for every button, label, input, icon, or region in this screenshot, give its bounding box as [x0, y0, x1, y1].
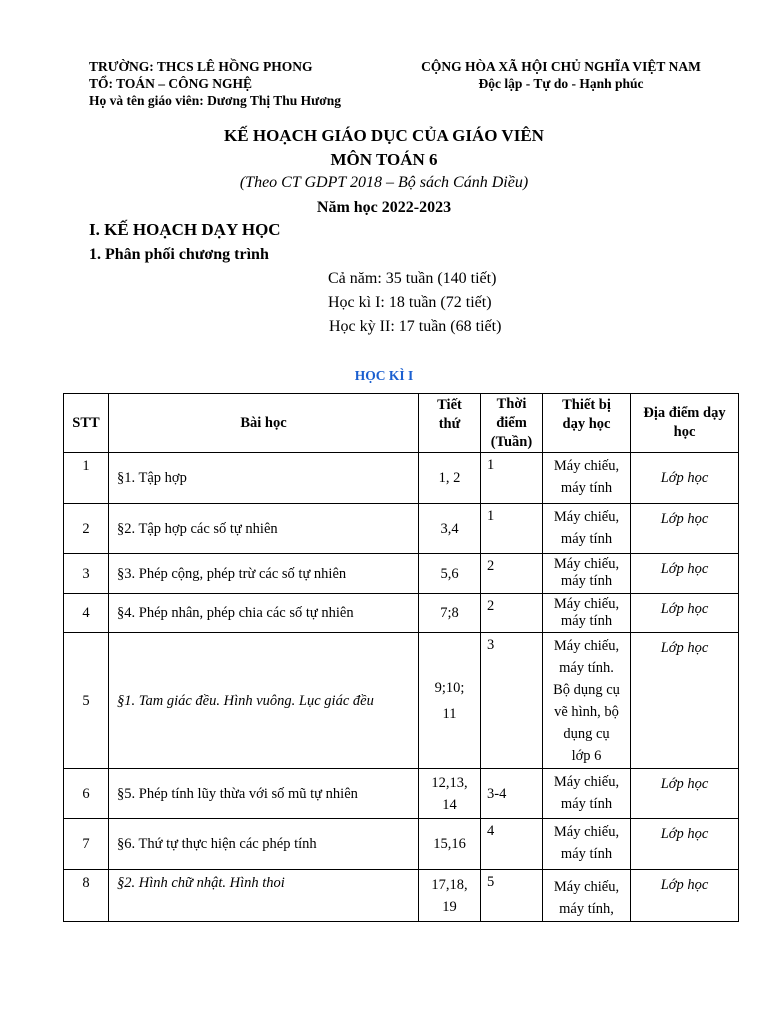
section-subheading: 1. Phân phối chương trình	[89, 246, 269, 263]
equipment-line: máy tính,	[559, 901, 614, 917]
table-row	[64, 554, 739, 594]
subject-title: MÔN TOÁN 6	[330, 150, 438, 169]
period-line: 19	[442, 898, 457, 915]
row-stt: 4	[64, 594, 109, 633]
row-place: Lớp học	[631, 819, 739, 870]
row-week: 3	[481, 633, 543, 769]
curriculum-subtitle: (Theo CT GDPT 2018 – Bộ sách Cánh Diều)	[239, 174, 529, 191]
row-lesson: §2. Tập hợp các số tự nhiên	[109, 504, 419, 554]
equipment-line: máy tính	[560, 796, 613, 812]
equipment-line: Bộ dụng cụ	[553, 682, 620, 698]
row-week: 3-4	[481, 769, 543, 819]
row-lesson: §6. Thứ tự thực hiện các phép tính	[109, 819, 419, 870]
national-motto: Độc lập - Tự do - Hạnh phúc	[478, 76, 644, 91]
row-stt: 7	[64, 819, 109, 870]
period-line: 14	[442, 796, 457, 813]
header-lesson: Bài học	[109, 394, 419, 453]
equipment-line: máy tính	[560, 613, 613, 629]
row-equipment	[543, 633, 631, 769]
row-equipment	[543, 504, 631, 554]
row-week: 1	[481, 453, 543, 504]
period-line: 11	[442, 705, 457, 722]
table-header-row	[64, 394, 739, 453]
row-place: Lớp học	[631, 769, 739, 819]
country-name: CỘNG HÒA XÃ HỘI CHỦ NGHĨA VIỆT NAM	[421, 59, 701, 74]
allocation-term-2: Học kỳ II: 17 tuần (68 tiết)	[329, 318, 502, 335]
table-row	[64, 453, 739, 504]
equipment-line: lớp 6	[571, 748, 602, 764]
national-header	[405, 58, 717, 92]
header-equipment-line: dạy học	[562, 416, 611, 432]
row-period: 15,16	[419, 819, 481, 870]
row-equipment	[543, 870, 631, 922]
row-stt: 1	[64, 453, 109, 504]
row-lesson: §3. Phép cộng, phép trừ các số tự nhiên	[109, 554, 419, 594]
row-lesson: §4. Phép nhân, phép chia các số tự nhiên	[109, 594, 419, 633]
equipment-line: Máy chiếu,	[553, 824, 620, 840]
row-place: Lớp học	[631, 453, 739, 504]
row-place: Lớp học	[631, 554, 739, 594]
row-equipment	[543, 453, 631, 504]
row-place: Lớp học	[631, 594, 739, 633]
equipment-line: máy tính	[560, 531, 613, 547]
header-week-line: điểm	[496, 414, 527, 431]
equipment-line: Máy chiếu,	[553, 458, 620, 474]
row-equipment	[543, 769, 631, 819]
equipment-line: Máy chiếu,	[553, 879, 620, 895]
row-period: 7;8	[419, 594, 481, 633]
equipment-line: máy tính	[560, 573, 613, 589]
row-period: 5,6	[419, 554, 481, 594]
term-label: HỌC KÌ I	[354, 368, 414, 383]
equipment-line: Máy chiếu,	[553, 556, 620, 572]
document-title: KẾ HOẠCH GIÁO DỤC CỦA GIÁO VIÊN	[224, 126, 544, 145]
row-week: 2	[481, 554, 543, 594]
allocation-term-1: Học kì I: 18 tuần (72 tiết)	[328, 294, 492, 311]
row-equipment	[543, 819, 631, 870]
row-period	[419, 633, 481, 769]
equipment-line: Máy chiếu,	[553, 509, 620, 525]
school-info	[89, 58, 341, 109]
section-heading: I. KẾ HOẠCH DẠY HỌC	[89, 220, 281, 239]
school-year: Năm học 2022-2023	[316, 199, 452, 216]
equipment-line: Máy chiếu,	[553, 638, 620, 654]
header-place-line: học	[673, 424, 696, 440]
row-stt: 2	[64, 504, 109, 554]
row-place: Lớp học	[631, 870, 739, 922]
row-week: 2	[481, 594, 543, 633]
row-lesson: §2. Hình chữ nhật. Hình thoi	[109, 870, 419, 922]
table-row	[64, 870, 739, 922]
row-place: Lớp học	[631, 504, 739, 554]
equipment-line: máy tính	[560, 846, 613, 862]
row-week: 1	[481, 504, 543, 554]
header-period-line: thứ	[438, 416, 461, 432]
header-place	[631, 394, 739, 453]
table-row	[64, 633, 739, 769]
equipment-line: máy tính.	[559, 660, 614, 676]
row-stt: 6	[64, 769, 109, 819]
equipment-line: Máy chiếu,	[553, 774, 620, 790]
department-name: TỔ: TOÁN – CÔNG NGHỆ	[89, 76, 253, 91]
header-stt: STT	[64, 394, 109, 453]
period-line: 12,13,	[431, 774, 468, 791]
table-row	[64, 504, 739, 554]
row-lesson: §1. Tập hợp	[109, 453, 419, 504]
row-period: 3,4	[419, 504, 481, 554]
school-name: TRƯỜNG: THCS LÊ HỒNG PHONG	[89, 59, 313, 74]
curriculum-table	[63, 393, 739, 922]
row-week: 4	[481, 819, 543, 870]
table-row	[64, 819, 739, 870]
equipment-line: Máy chiếu,	[553, 596, 620, 612]
row-period	[419, 769, 481, 819]
row-period	[419, 870, 481, 922]
row-place: Lớp học	[631, 633, 739, 769]
allocation-year: Cả năm: 35 tuần (140 tiết)	[328, 270, 497, 287]
row-stt: 5	[64, 633, 109, 769]
period-line: 17,18,	[431, 876, 468, 893]
row-period: 1, 2	[419, 453, 481, 504]
header-place-line: Địa điểm dạy	[643, 405, 726, 421]
table-row	[64, 594, 739, 633]
header-week-line: (Tuần)	[490, 433, 533, 450]
header-period-line: Tiết	[437, 397, 462, 413]
row-equipment	[543, 594, 631, 633]
equipment-line: vẽ hình, bộ	[554, 704, 619, 720]
row-lesson: §5. Phép tính lũy thừa với số mũ tự nhiên	[109, 769, 419, 819]
row-stt: 8	[64, 870, 109, 922]
period-line: 9;10;	[434, 679, 465, 696]
row-week: 5	[481, 870, 543, 922]
header-week-line: Thời	[496, 395, 527, 412]
equipment-line: máy tính	[560, 480, 613, 496]
teacher-name: Họ và tên giáo viên: Dương Thị Thu Hương	[89, 93, 341, 108]
equipment-line: dụng cụ	[563, 726, 610, 742]
row-equipment	[543, 554, 631, 594]
header-equipment	[543, 394, 631, 453]
row-stt: 3	[64, 554, 109, 594]
header-week	[481, 394, 543, 453]
table-row	[64, 769, 739, 819]
header-period	[419, 394, 481, 453]
row-lesson: §1. Tam giác đều. Hình vuông. Lục giác đều	[109, 633, 419, 769]
header-equipment-line: Thiết bị	[562, 397, 611, 413]
